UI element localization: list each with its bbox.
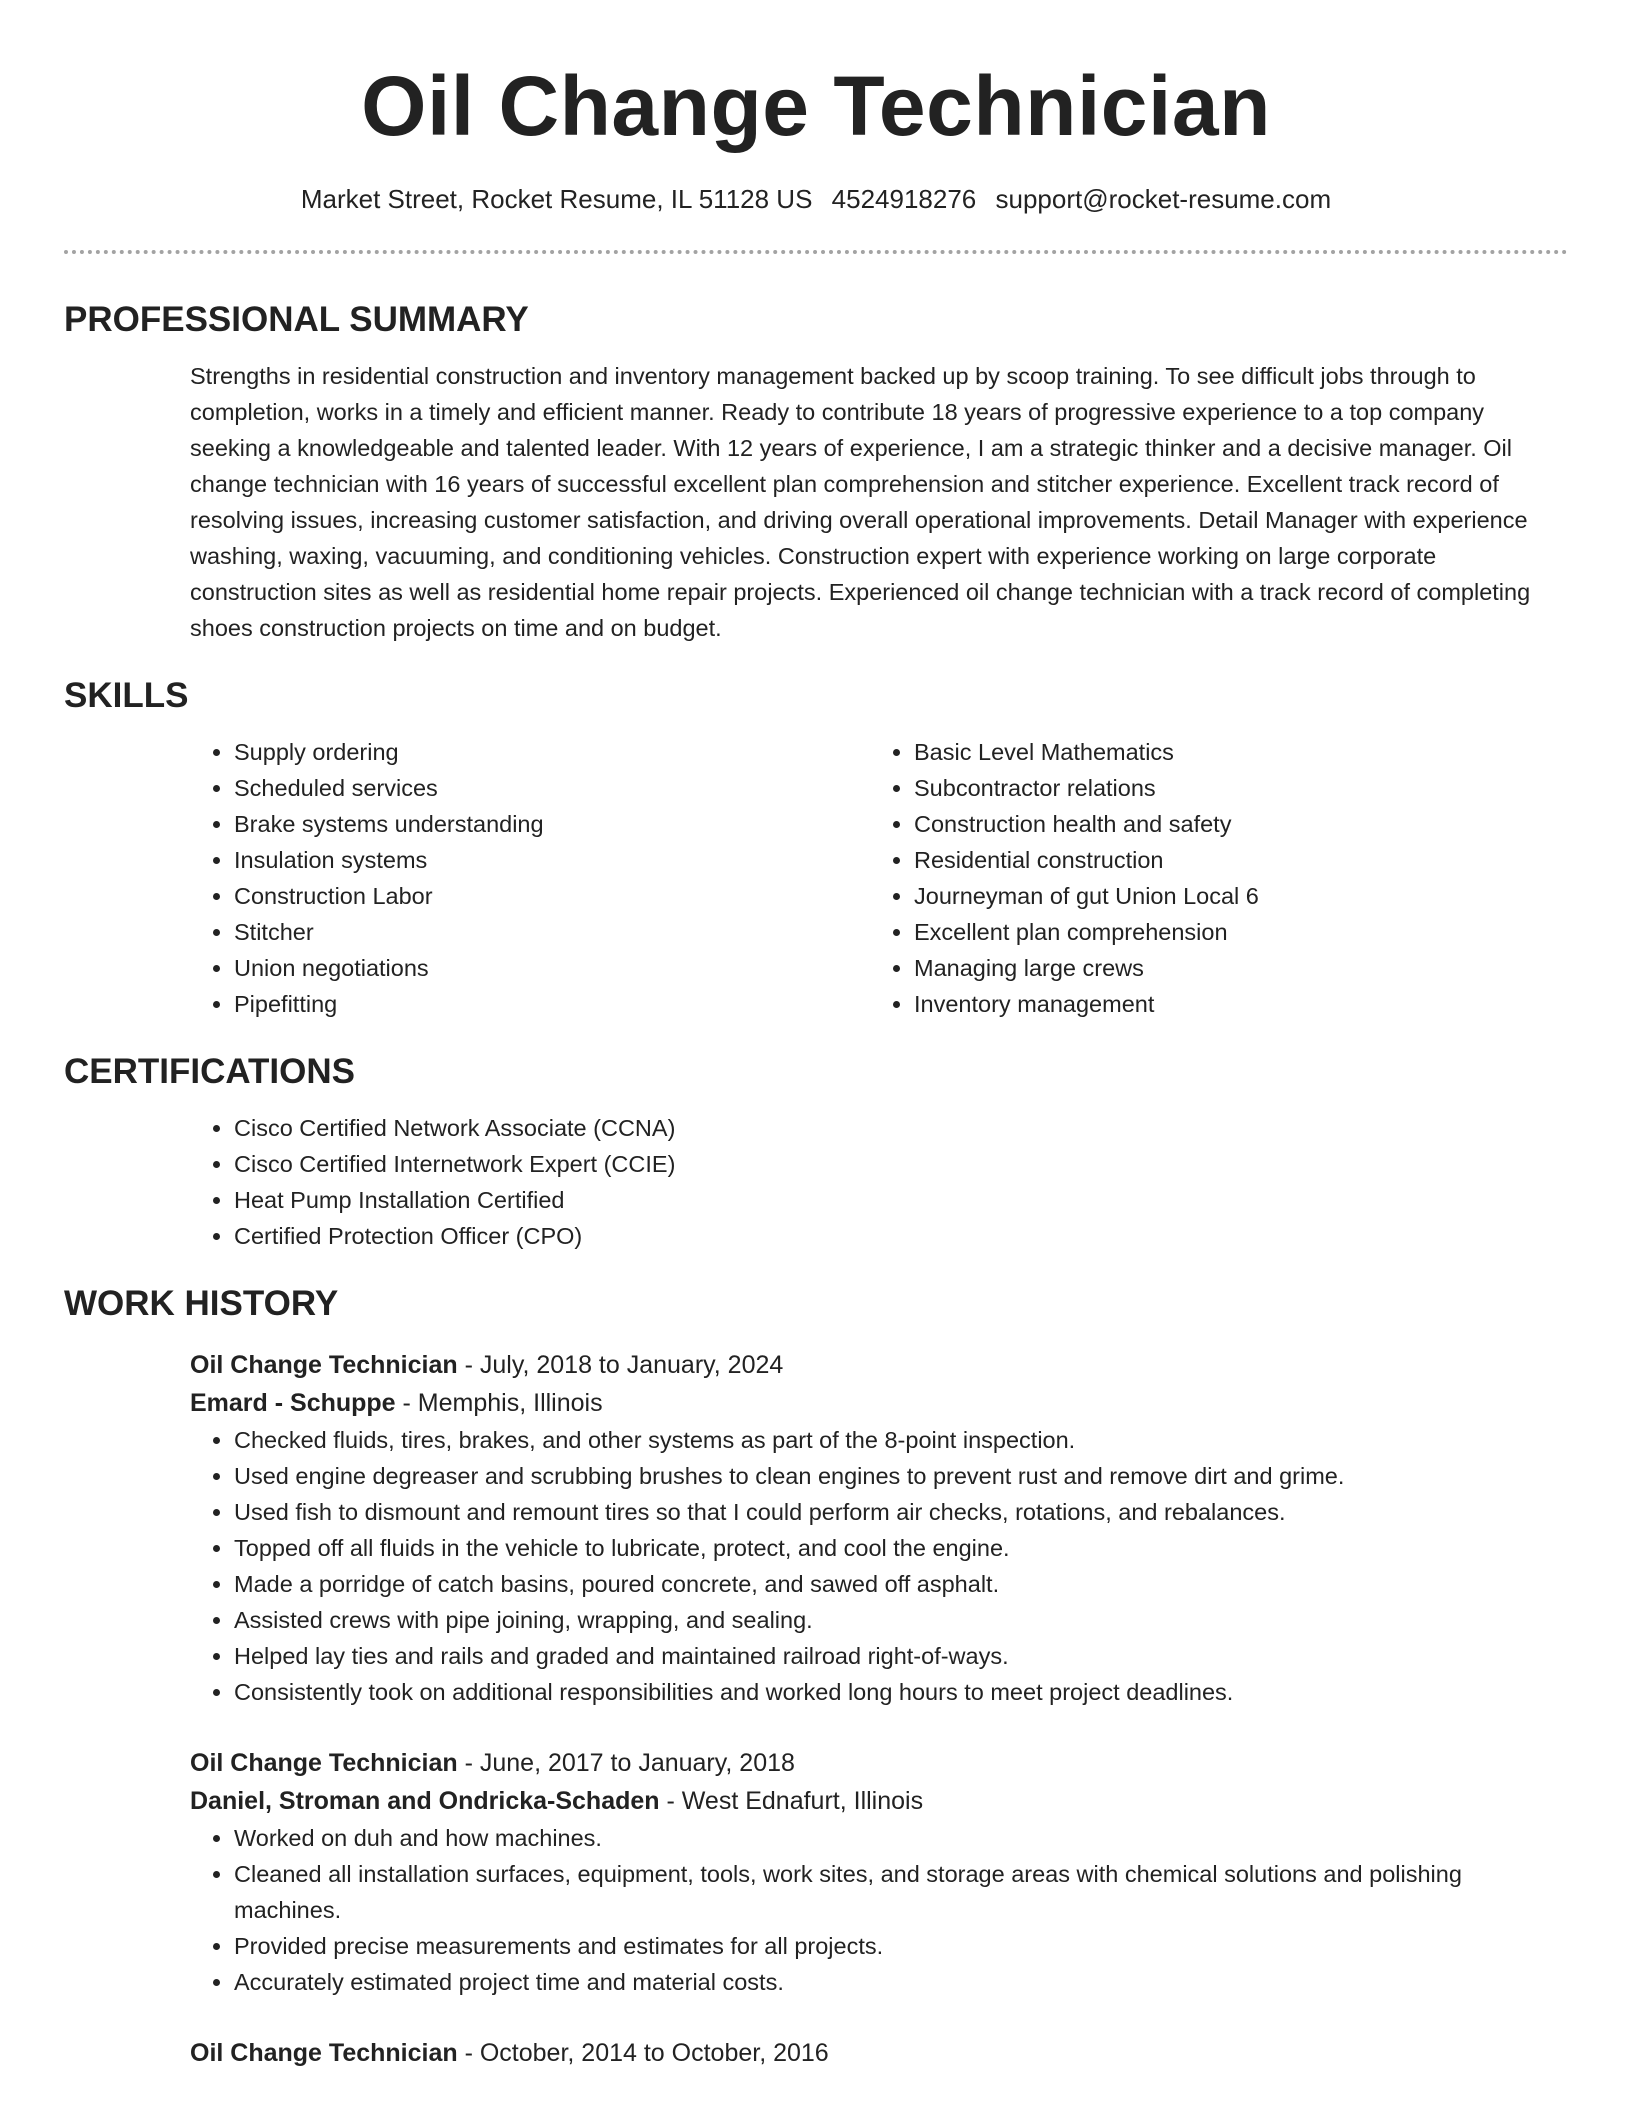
skill-item: • Supply ordering <box>234 734 870 770</box>
skills-list-right <box>870 734 1550 1022</box>
job-entry-2 <box>190 1744 1568 2000</box>
job-location: - Memphis, Illinois <box>395 1389 603 1417</box>
job-company: Emard - Schuppe <box>190 1389 396 1417</box>
job-company-line <box>190 1384 1568 1422</box>
contact-address: Market Street, Rocket Resume, IL 51128 US <box>300 184 813 214</box>
job-duty: • Checked fluids, tires, brakes, and other systems as part of the 8-point inspection. <box>234 1422 1568 1458</box>
skill-item: • Residential construction <box>914 842 1550 878</box>
skill-item: • Excellent plan comprehension <box>914 914 1550 950</box>
skill-item: • Construction health and safety <box>914 806 1550 842</box>
skill-item: • Union negotiations <box>234 950 870 986</box>
job-company: Daniel, Stroman and Ondricka-Schaden <box>190 1787 660 1815</box>
job-duties-list <box>190 1820 1568 2000</box>
job-entry-3 <box>190 2034 1568 2072</box>
skill-item: • Basic Level Mathematics <box>914 734 1550 770</box>
job-duty: • Provided precise measurements and estimates for all projects. <box>234 1928 1568 1964</box>
skills-columns <box>190 734 1568 1022</box>
candidate-name: Oil Change Technician <box>361 59 1271 153</box>
contact-email: support@rocket-resume.com <box>995 184 1332 214</box>
job-duty: • Helped lay ties and rails and graded and maintained railroad right-of-ways. <box>234 1638 1568 1674</box>
certification-item: • Cisco Certified Internetwork Expert (CCIE) <box>234 1146 1568 1182</box>
certifications-heading: CERTIFICATIONS <box>64 1052 356 1091</box>
skill-item: • Construction Labor <box>234 878 870 914</box>
skills-column-right <box>870 734 1550 1022</box>
skill-item: • Stitcher <box>234 914 870 950</box>
job-duty: • Consistently took on additional responsibilities and worked long hours to meet project deadlines. <box>234 1674 1568 1710</box>
job-duty: • Assisted crews with pipe joining, wrapping, and sealing. <box>234 1602 1568 1638</box>
header-divider <box>64 250 1568 254</box>
contact-line <box>64 182 1568 216</box>
job-duty: • Used fish to dismount and remount tires so that I could perform air checks, rotations, and rebalances. <box>234 1494 1568 1530</box>
certification-item: • Cisco Certified Network Associate (CCNA) <box>234 1110 1568 1146</box>
certifications-list <box>190 1110 1568 1254</box>
skill-item: • Managing large crews <box>914 950 1550 986</box>
skills-list-left <box>190 734 870 1022</box>
job-duty: • Made a porridge of catch basins, poured concrete, and sawed off asphalt. <box>234 1566 1568 1602</box>
skill-item: • Subcontractor relations <box>914 770 1550 806</box>
job-entry-1 <box>190 1346 1568 1710</box>
summary-text: Strengths in residential construction and inventory management backed up by scoop training. To see difficult jobs through to completion, works in a timely and efficient manner. Ready to contribute 18 years of progressive experience to a top company seeking a knowledgeable and talented leader. With 12 years of experience, I am a strategic thinker and a decisive manager. Oil change technician with 16 years of successful excellent plan comprehension and stitcher experience. Excellent track record of resolving issues, increasing customer satisfaction, and driving overall operational improvements. Detail Manager with experience washing, waxing, vacuuming, and conditioning vehicles. Construction expert with experience working on large corporate construction sites as well as residential home repair projects. Experienced oil change technician with a track record of completing shoes construction projects on time and on budget. <box>190 363 1531 641</box>
job-duties-list <box>190 1422 1568 1710</box>
job-duty: • Used engine degreaser and scrubbing brushes to clean engines to prevent rust and remove dirt and grime. <box>234 1458 1568 1494</box>
job-dates: - October, 2014 to October, 2016 <box>457 2039 829 2067</box>
job-location: - West Ednafurt, Illinois <box>659 1787 924 1815</box>
job-duty: • Cleaned all installation surfaces, equipment, tools, work sites, and storage areas with chemical solutions and polishing machines. <box>234 1856 1568 1928</box>
skill-item: • Journeyman of gut Union Local 6 <box>914 878 1550 914</box>
job-duty: • Worked on duh and how machines. <box>234 1820 1568 1856</box>
skill-item: • Pipefitting <box>234 986 870 1022</box>
contact-phone: 4524918276 <box>831 184 977 214</box>
work-history-heading: WORK HISTORY <box>64 1284 339 1323</box>
skill-item: • Brake systems understanding <box>234 806 870 842</box>
job-role: Oil Change Technician <box>190 2039 458 2067</box>
certifications-block <box>190 1110 1568 1254</box>
job-role: Oil Change Technician <box>190 1351 458 1379</box>
job-title-line <box>190 1744 1568 1782</box>
skill-item: • Scheduled services <box>234 770 870 806</box>
certification-item: • Certified Protection Officer (CPO) <box>234 1218 1568 1254</box>
job-title-line <box>190 2034 1568 2072</box>
skill-item: • Insulation systems <box>234 842 870 878</box>
resume-page <box>64 0 1568 2072</box>
job-company-line <box>190 1782 1568 1820</box>
job-title-line <box>190 1346 1568 1384</box>
skills-column-left <box>190 734 870 1022</box>
job-duty: • Topped off all fluids in the vehicle to lubricate, protect, and cool the engine. <box>234 1530 1568 1566</box>
job-dates: - July, 2018 to January, 2024 <box>457 1351 784 1379</box>
skill-item: • Inventory management <box>914 986 1550 1022</box>
job-duty: • Accurately estimated project time and material costs. <box>234 1964 1568 2000</box>
job-role: Oil Change Technician <box>190 1749 458 1777</box>
certification-item: • Heat Pump Installation Certified <box>234 1182 1568 1218</box>
summary-heading: PROFESSIONAL SUMMARY <box>64 300 529 339</box>
skills-heading: SKILLS <box>64 676 189 715</box>
job-dates: - June, 2017 to January, 2018 <box>457 1749 795 1777</box>
